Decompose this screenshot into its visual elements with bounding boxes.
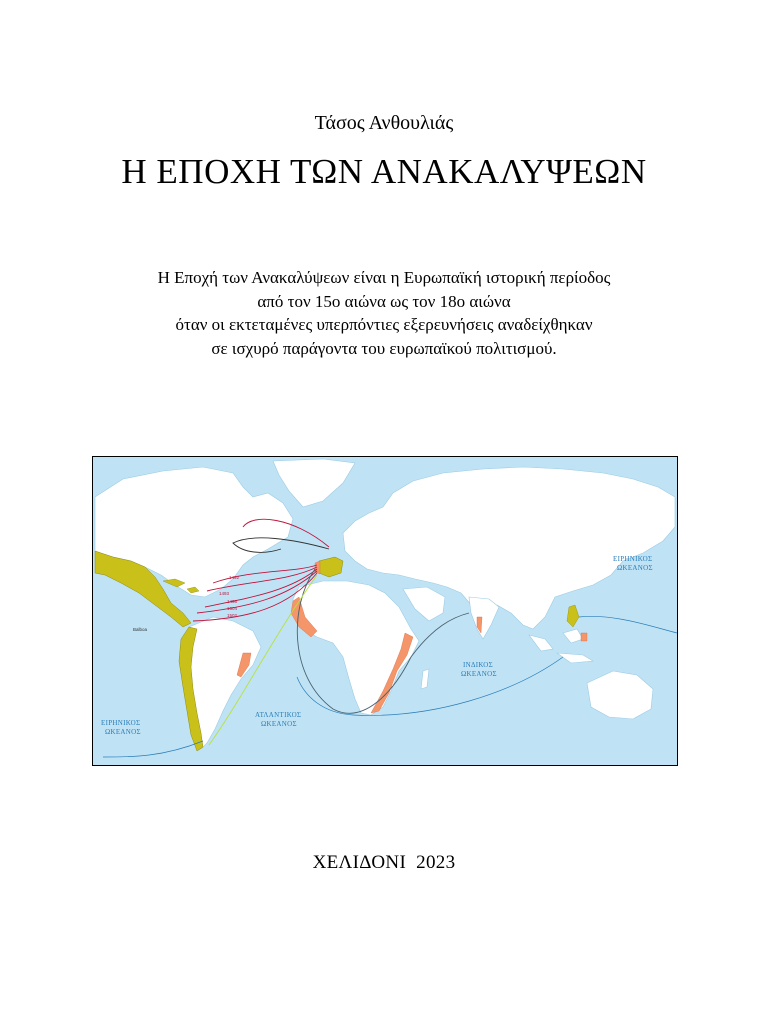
portuguese-moluccas	[581, 633, 587, 641]
world-map-svg	[93, 457, 677, 765]
publisher-year: ΧΕΛΙΔΟΝΙ 2023	[312, 852, 456, 873]
ocean-label-indian: ΙΝΔΙΚΟΣ	[463, 661, 494, 669]
intro-paragraph	[0, 266, 768, 360]
intro-line: από τον 15ο αιώνα ως τον 18ο αιώνα	[257, 291, 511, 311]
voyage-year-label: 1502	[227, 613, 238, 618]
voyage-year-label: 1493	[219, 591, 230, 596]
author-name: Τάσος Ανθουλιάς	[314, 112, 454, 134]
voyage-year-label: 1504	[227, 606, 238, 611]
voyage-year-label: 1498	[227, 599, 238, 604]
ocean-label-atlantic: ΑΤΛΑΝΤΙΚΟΣ	[255, 711, 302, 719]
intro-line: σε ισχυρό παράγοντα του ευρωπαϊκού πολιτισμού.	[211, 338, 557, 358]
ocean-label-pacific-east: ΕΙΡΗΝΙΚΟΣ	[613, 555, 653, 563]
ocean-label-pacific-west: ΕΙΡΗΝΙΚΟΣ	[101, 719, 141, 727]
book-title: Η ΕΠΟΧΗ ΤΩΝ ΑΝΑΚΑΛΥΨΕΩΝ	[121, 152, 647, 191]
voyage-year-label: 1492	[229, 575, 240, 580]
ocean-label-atlantic: ΩΚΕΑΝΟΣ	[261, 720, 297, 728]
ocean-label-pacific-east: ΩΚΕΑΝΟΣ	[617, 564, 653, 572]
intro-line: Η Εποχή των Ανακαλύψεων είναι η Ευρωπαϊκή ιστορική περίοδος	[157, 268, 611, 287]
intro-line: όταν οι εκτεταμένες υπερπόντιες εξερευνήσεις αναδείχθηκαν	[175, 315, 593, 334]
world-map	[92, 456, 678, 766]
ocean-label-pacific-west: ΩΚΕΑΝΟΣ	[105, 728, 141, 736]
ocean-label-indian: ΩΚΕΑΝΟΣ	[461, 670, 497, 678]
place-label-balboa: Balboa	[133, 627, 148, 632]
